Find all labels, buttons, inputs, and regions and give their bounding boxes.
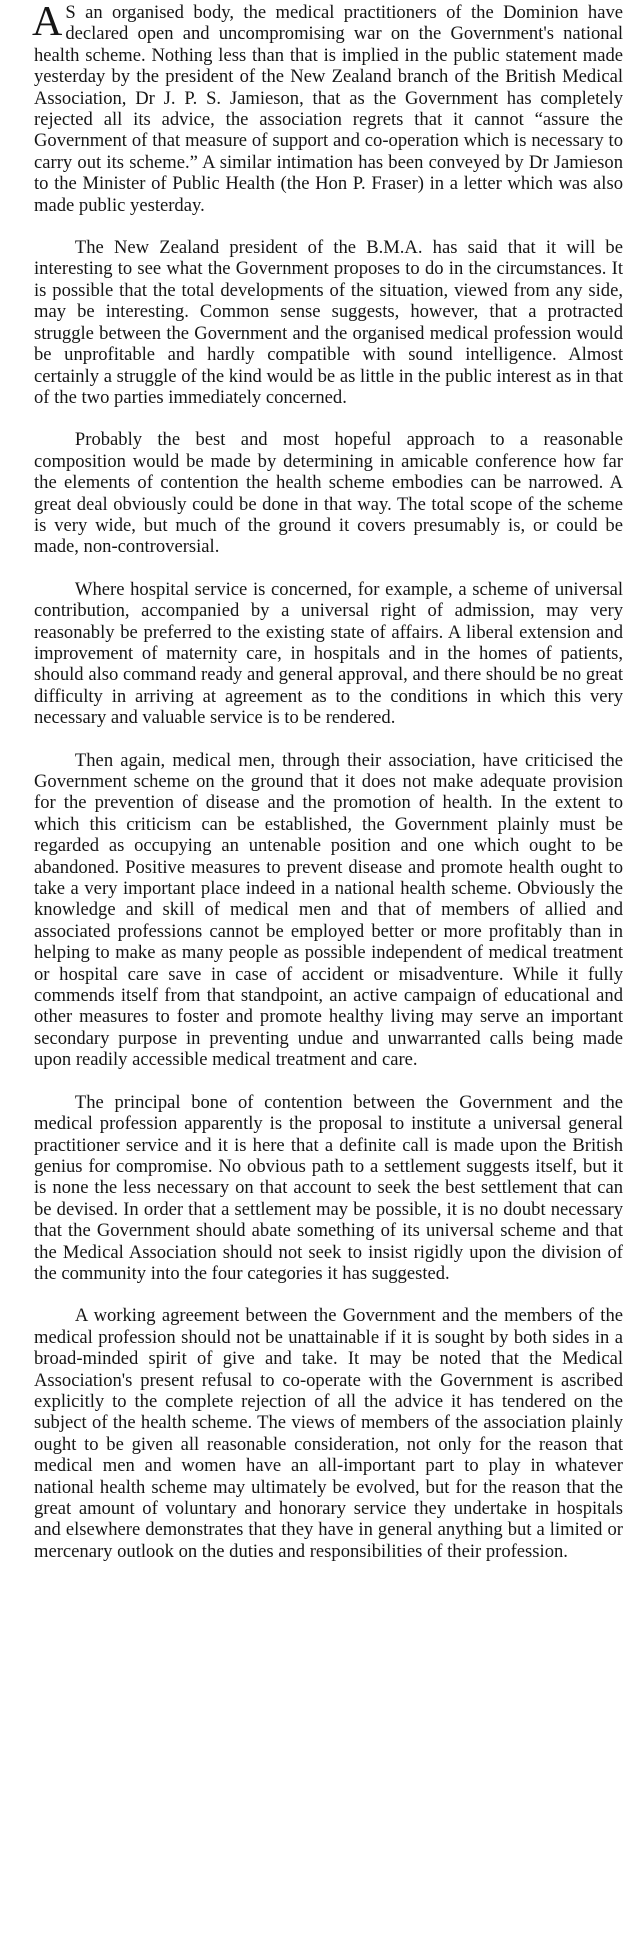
paragraph-4: Where hospital service is concerned, for example, a scheme of universal contribution, accompanied by a universal right of admission, may very reasonably be preferred to the existing state of affairs. A liberal extension and improvement of maternity care, in hospitals and in the homes of patients, should also command ready and general approval, and there should be no great difficulty in arriving at agreement as to the conditions in which this very necessary and valuable service is to be rendered. bbox=[34, 578, 623, 729]
paragraph-6: The principal bone of contention between the Government and the medical profession apparently is the proposal to institute a universal general practitioner service and it is here that a definite call is made upon the British genius for compromise. No obvious path to a settlement suggests itself, but it is none the less necessary on that account to seek the best settlement that can be devised. In order that a settlement may be possible, it is no doubt necessary that the Government should abate something of its universal scheme and that the Medical Association should not seek to insist rigidly upon the division of the community into the four categories it has suggested. bbox=[34, 1091, 623, 1284]
drop-cap: A bbox=[32, 0, 63, 45]
paragraph-1-text: S an organised body, the medical practitioners of the Dominion have declared open and uncompromising war on the Government's national health scheme. Nothing less than that is implied in the public statement made yesterday by the president of the New Zealand branch of the British Medical Association, Dr J. P. S. Jamieson, that as the Government has completely rejected all its advice, the association regrets that it cannot “assure the Government of that measure of support and co-operation which is necessary to carry out its scheme.” A similar intimation has been conveyed by Dr Jamieson to the Minister of Public Health (the Hon P. Fraser) in a letter which was also made public yesterday. bbox=[34, 2, 623, 216]
paragraph-7: A working agreement between the Government and the members of the medical profession should not be unattainable if it is sought by both sides in a broad-minded spirit of give and take. It may be noted that the Medical Association's present refusal to co-operate with the Government is ascribed explicitly to the complete rejection of all the advice it has tendered on the subject of the health scheme. The views of members of the association plainly ought to be given all reasonable consideration, not only for the reason that medical men and women have an all-important part to play in whatever national health scheme may ultimately be evolved, but for the reason that the great amount of voluntary and honorary service they undertake in hospitals and elsewhere demonstrates that they have in general anything but a limited or mercenary outlook on the duties and responsibilities of their profession. bbox=[34, 1305, 623, 1562]
paragraph-2: The New Zealand president of the B.M.A. has said that it will be interesting to see what the Government proposes to do in the circumstances. It is possible that the total developments of the situation, viewed from any side, may be interesting. Common sense suggests, however, that a protracted struggle between the Government and the organised medical profession would be unprofitable and hardly compatible with sound intelligence. Almost certainly a struggle of the kind would be as little in the public interest as in that of the two parties immediately concerned. bbox=[34, 237, 623, 408]
paragraph-5: Then again, medical men, through their association, have criticised the Government scheme on the ground that it does not make adequate provision for the prevention of disease and the promotion of health. In the extent to which this criticism can be established, the Government plainly must be regarded as occupying an untenable position and one which ought to be abandoned. Positive measures to prevent disease and promote health ought to take a very important place indeed in a national health scheme. Obviously the knowledge and skill of medical men and that of members of allied and associated professions cannot be employed better or more profitably than in helping to make as many people as possible independent of medical treatment or hospital care save in case of accident or misadventure. While it fully commends itself from that standpoint, an active campaign of educational and other measures to foster and promote healthy living may serve an important secondary purpose in preventing undue and unwarranted calls being made upon readily accessible medical treatment and care. bbox=[34, 749, 623, 1071]
paragraph-3: Probably the best and most hopeful approach to a reasonable composition would be made by determining in amicable conference how far the elements of contention the health scheme embodies can be narrowed. A great deal obviously could be done in that way. The total scope of the scheme is very wide, but much of the ground it covers presumably is, or could be made, non-controversial. bbox=[34, 429, 623, 558]
paragraph-1 bbox=[34, 0, 623, 216]
